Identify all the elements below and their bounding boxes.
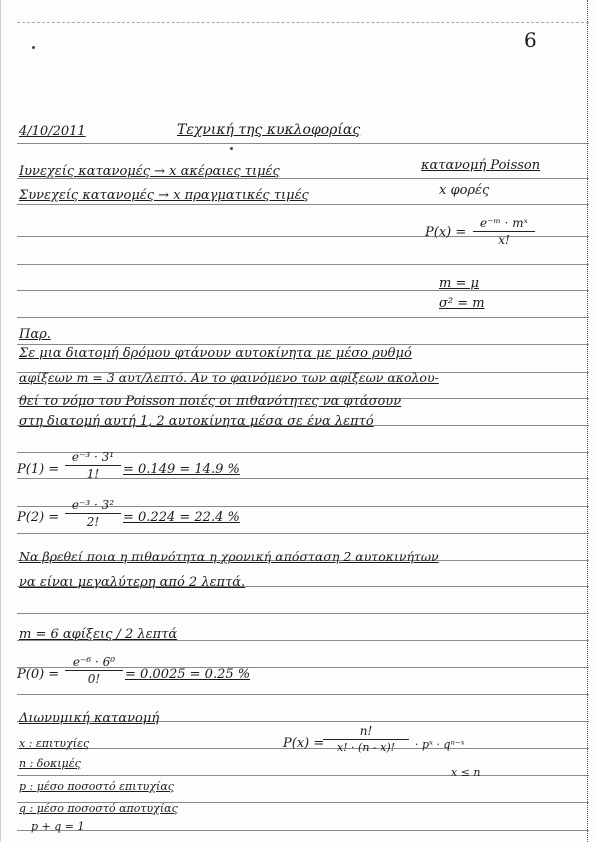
pen-dot — [230, 147, 233, 150]
p2-result: = 0.224 = 22.4 % — [123, 510, 240, 525]
ruled-line — [17, 775, 589, 776]
rate-m6: m = 6 αφίξεις / 2 λεπτά — [19, 627, 178, 642]
binomial-heading: Διωνυμική κατανομή — [19, 711, 160, 726]
p0-fraction — [65, 655, 123, 686]
binomial-condition: x ≤ n — [451, 766, 481, 779]
example-line-2: αφίξεων m = 3 αυτ/λεπτό. Αν το φαινόμενο των αφίξεων ακολου- — [19, 370, 439, 385]
example-line-1: Σε μια διατομή δρόμου φτάνουν αυτοκίνητα με μέσο ρυθμό — [19, 346, 412, 361]
variance-equals-m: σ² = m — [439, 296, 485, 311]
p0-lhs: P(0) = — [17, 667, 60, 682]
binomial-x-def: x : επιτυχίες — [19, 737, 90, 750]
x-times-label: x φορές — [439, 183, 490, 198]
p2-numerator: e⁻³ · 3² — [71, 498, 115, 512]
p2-denominator: 2! — [86, 515, 100, 529]
binomial-q-def: q : μέσο ποσοστό αποτυχίας — [19, 802, 178, 815]
example-line-4: στη διατομή αυτή 1, 2 αυτοκίνητα μέσα σε ένα λεπτό — [19, 414, 374, 429]
binomial-formula-lhs: P(x) = — [283, 736, 325, 751]
mean-equals-mu: m = μ — [439, 276, 479, 291]
ruled-line — [17, 344, 589, 345]
fraction-bar — [323, 739, 409, 740]
p1-numerator: e⁻³ · 3¹ — [71, 450, 115, 464]
ruled-line — [17, 290, 589, 291]
binomial-p-plus-q: p + q = 1 — [31, 820, 85, 833]
discrete-line: Ιυνεχείς κατανομές → x ακέραιες τιμές — [19, 164, 280, 179]
fraction-bar — [65, 513, 121, 514]
continuous-line: Συνεχείς κατανομές → x πραγματικές τιμές — [19, 188, 309, 203]
ruled-line — [17, 143, 589, 144]
fraction-bar — [65, 465, 121, 466]
p1-fraction — [65, 450, 121, 481]
binomial-formula-tail: · pˣ · qⁿ⁻ˣ — [415, 738, 465, 751]
poisson-heading: κατανομή Poisson — [421, 158, 541, 173]
example-label: Παρ. — [19, 327, 51, 342]
page-number: 6 — [524, 28, 537, 52]
poisson-formula-numerator: e⁻ᵐ · mˣ — [480, 216, 528, 230]
ruled-line — [17, 264, 589, 265]
binomial-n-def: n : δοκιμές — [19, 757, 81, 770]
page-title: Τεχνική της κυκλοφορίας — [177, 122, 361, 138]
binomial-numerator: n! — [359, 724, 373, 738]
fraction-bar — [473, 231, 535, 232]
question-line-2: να είναι μεγαλύτερη από 2 λεπτά. — [19, 575, 246, 590]
pen-dot — [32, 46, 35, 49]
fraction-bar — [65, 670, 123, 671]
question-line-1: Να βρεθεί ποια η πιθανότητα η χρονική απόσταση 2 αυτοκινήτων — [19, 549, 439, 564]
binomial-p-def: p : μέσο ποσοστό επιτυχίας — [19, 780, 174, 793]
ruled-line — [17, 533, 589, 534]
p1-lhs: P(1) = — [17, 462, 60, 477]
p0-result: = 0.0025 = 0.25 % — [125, 667, 251, 682]
ruled-line — [17, 317, 589, 318]
poisson-formula-lhs: P(x) = — [425, 225, 467, 240]
date: 4/10/2011 — [19, 124, 86, 139]
p0-numerator: e⁻⁶ · 6⁰ — [72, 655, 116, 669]
p1-result: = 0.149 = 14.9 % — [123, 462, 240, 477]
p0-denominator: 0! — [87, 672, 101, 686]
example-line-3: θεί το νόμο του Poisson ποιές οι πιθανότητες να φτάσουν — [19, 394, 402, 409]
ruled-line — [17, 694, 589, 695]
p1-denominator: 1! — [86, 467, 100, 481]
ruled-line — [17, 204, 589, 205]
ruled-line — [17, 830, 589, 831]
p2-lhs: P(2) = — [17, 510, 60, 525]
binomial-denominator: x! · (n - x)! — [336, 741, 396, 754]
poisson-formula-fraction — [473, 216, 535, 247]
ruled-line — [17, 22, 589, 23]
poisson-formula-denominator: x! — [498, 233, 510, 247]
binomial-formula-fraction — [323, 724, 409, 754]
ruled-line — [17, 613, 589, 614]
p2-fraction — [65, 498, 121, 529]
